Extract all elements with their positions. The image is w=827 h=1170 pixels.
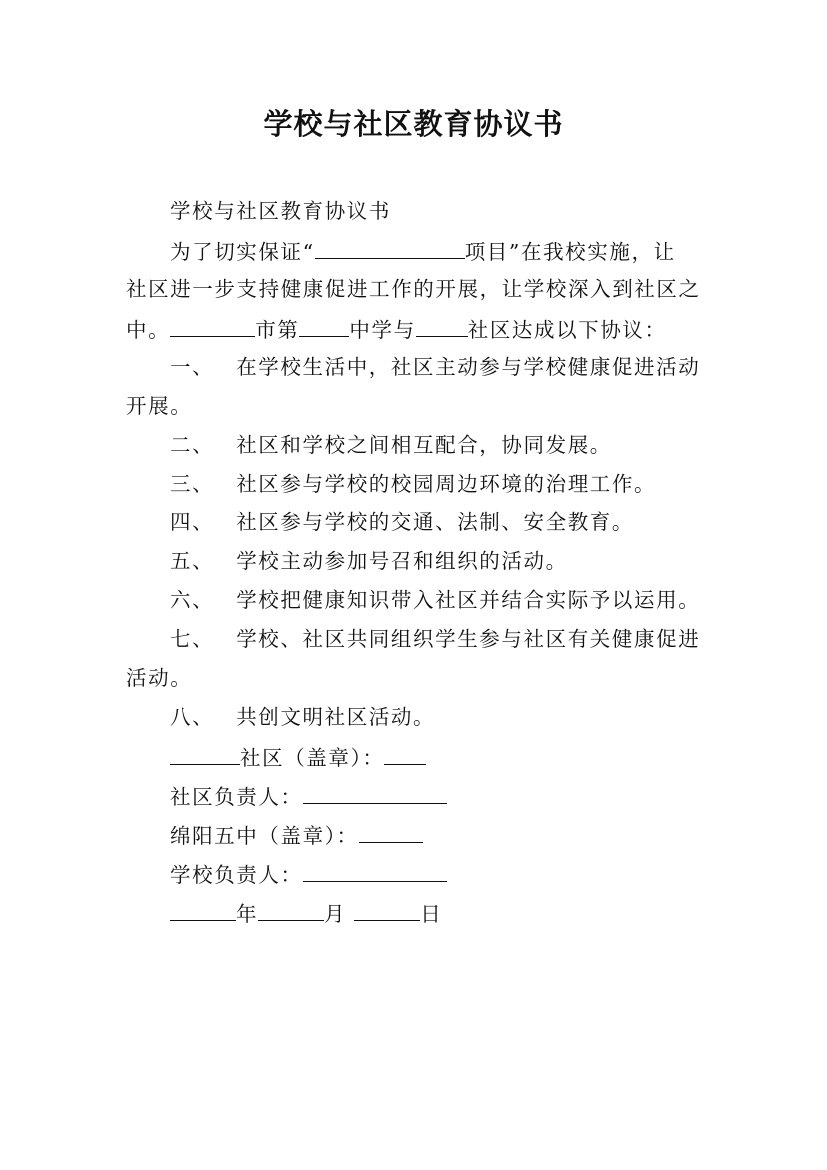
- school-head-blank: [303, 863, 447, 882]
- clause-4-number: 四、: [170, 510, 215, 534]
- clause-2-number: 二、: [170, 433, 215, 457]
- clause-6: [170, 590, 700, 611]
- community-head-label: 社区负责人：: [170, 785, 303, 809]
- date-day-label: 日: [420, 902, 443, 926]
- clause-3-number: 三、: [170, 472, 215, 496]
- intro-line-3-city: 市第: [255, 318, 300, 342]
- school-seal-label: 绵阳五中（盖章）：: [170, 824, 359, 848]
- clause-6-number: 六、: [170, 588, 215, 612]
- clause-4: [170, 512, 634, 533]
- clause-6-text: 学校把健康知识带入社区并结合实际予以运用。: [236, 588, 701, 612]
- clause-3: [170, 474, 656, 495]
- community-seal-line: [170, 746, 426, 769]
- school-head-label: 学校负责人：: [170, 863, 303, 887]
- clause-5-text: 学校主动参加号召和组织的活动。: [236, 549, 568, 573]
- clause-7-number: 七、: [170, 627, 215, 651]
- date-line: [170, 902, 442, 925]
- intro-line-3-prefix: 中。: [126, 318, 171, 342]
- clause-8: [170, 707, 435, 728]
- intro-line-3-suffix: 社区达成以下协议：: [467, 318, 667, 342]
- school-seal-blank: [359, 824, 423, 843]
- community-name-blank: [170, 746, 240, 765]
- intro-line-1-prefix: 为了切实保证“: [170, 240, 315, 264]
- month-blank: [258, 902, 324, 921]
- intro-line-1-suffix: 项目”在我校实施，让: [464, 240, 676, 264]
- intro-line-3-school: 中学与: [349, 318, 416, 342]
- school-head-line: [170, 863, 447, 886]
- clause-5-number: 五、: [170, 549, 215, 573]
- clause-1-continuation: 开展。: [126, 394, 193, 418]
- clause-5: [170, 551, 568, 572]
- clause-2: [170, 435, 612, 456]
- city-blank: [170, 318, 255, 337]
- clause-7-continuation: 活动。: [126, 666, 193, 690]
- community-seal-blank: [384, 746, 426, 765]
- clause-8-text: 共创文明社区活动。: [236, 705, 436, 729]
- community-head-line: [170, 785, 447, 808]
- clause-1: [170, 357, 700, 378]
- clause-1-number: 一、: [170, 355, 215, 379]
- clause-4-text: 社区参与学校的交通、法制、安全教育。: [236, 510, 635, 534]
- date-year-label: 年: [236, 902, 259, 926]
- date-month-label: 月: [324, 902, 347, 926]
- day-blank: [354, 902, 420, 921]
- clause-3-text: 社区参与学校的校园周边环境的治理工作。: [236, 472, 657, 496]
- document-title: 学校与社区教育协议书: [263, 107, 564, 141]
- community-blank: [416, 318, 468, 337]
- year-blank: [170, 902, 236, 921]
- clause-7: [170, 629, 700, 650]
- project-name-blank: [315, 240, 465, 259]
- community-seal-label: 社区（盖章）：: [240, 746, 385, 770]
- clause-8-number: 八、: [170, 705, 215, 729]
- intro-line-1: [170, 240, 676, 263]
- school-seal-line: [170, 824, 423, 847]
- community-head-blank: [303, 785, 447, 804]
- clause-7-text: 学校、社区共同组织学生参与社区有关健康促进: [236, 627, 701, 651]
- school-number-blank: [299, 318, 349, 337]
- clause-2-text: 社区和学校之间相互配合，协同发展。: [236, 433, 612, 457]
- intro-line-2: 社区进一步支持健康促进工作的开展，让学校深入到社区之: [126, 277, 701, 301]
- clause-1-text: 在学校生活中，社区主动参与学校健康促进活动: [236, 355, 701, 379]
- intro-line-3: [126, 318, 667, 341]
- document-subtitle: 学校与社区教育协议书: [170, 199, 391, 223]
